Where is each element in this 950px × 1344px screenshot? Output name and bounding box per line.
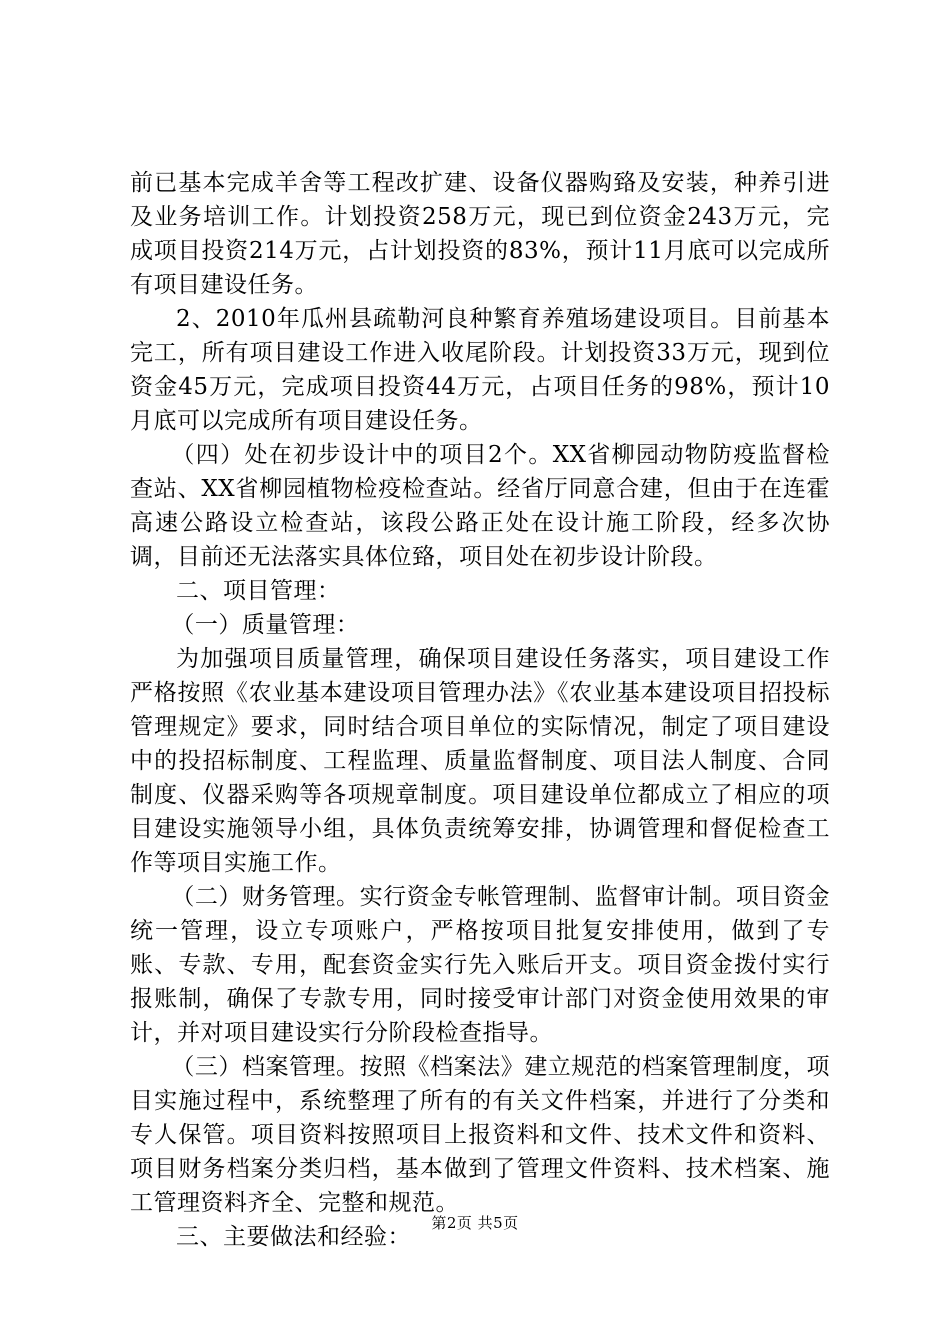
- heading-quality-management: （一）质量管理：: [171, 612, 360, 638]
- heading-project-management: 二、项目管理：: [176, 578, 341, 604]
- paragraph-continuation: 前已基本完成羊舍等工程改扩建、设备仪器购臵及安装，种养引进及业务培训工作。计划投资258万元，现已到位资金243万元，完成项目投资214万元，占计划投资的83%，预计11月底可以完成所有项目建设任务。: [130, 170, 830, 298]
- paragraph-finance-management: （二）财务管理。实行资金专帐管理制、监督审计制。项目资金统一管理，设立专项账户，严格按项目批复安排使用，做到了专账、专款、专用，配套资金实行先入账后开支。项目资金拨付实行报账制，确保了专款专用，同时接受审计部门对资金使用效果的审计，并对项目建设实行分阶段检查指导。: [130, 884, 830, 1046]
- page-footer: 第2页 共5页: [431, 1214, 519, 1232]
- paragraph-section-4: （四）处在初步设计中的项目2个。XX省柳园动物防疫监督检查站、XX省柳园植物检疫检查站。经省厅同意合建，但由于在连霍高速公路设立检查站，该段公路正处在设计施工阶段，经多次协调，目前还无法落实具体位臵，项目处在初步设计阶段。: [130, 442, 830, 570]
- heading-main-practices: 三、主要做法和经验：: [176, 1224, 411, 1250]
- paragraph-quality-management: 为加强项目质量管理，确保项目建设任务落实，项目建设工作严格按照《农业基本建设项目管理办法》《农业基本建设项目招投标管理规定》要求，同时结合项目单位的实际情况，制定了项目建设中的投招标制度、工程监理、质量监督制度、项目法人制度、合同制度、仪器采购等各项规章制度。项目建设单位都成立了相应的项目建设实施领导小组，具体负责统筹安排，协调管理和督促检查工作等项目实施工作。: [130, 646, 830, 876]
- paragraph-archive-management: （三）档案管理。按照《档案法》建立规范的档案管理制度，项目实施过程中，系统整理了所有的有关文件档案，并进行了分类和专人保管。项目资料按照项目上报资料和文件、技术文件和资料、项目财务档案分类归档，基本做到了管理文件资料、技术档案、施工管理资料齐全、完整和规范。: [130, 1054, 830, 1216]
- paragraph-project-2: 2、2010年瓜州县疏勒河良种繁育养殖场建设项目。目前基本完工，所有项目建设工作进入收尾阶段。计划投资33万元，现到位资金45万元，完成项目投资44万元，占项目任务的98%，预计10月底可以完成所有项目建设任务。: [130, 306, 830, 434]
- document-body: [130, 166, 830, 1254]
